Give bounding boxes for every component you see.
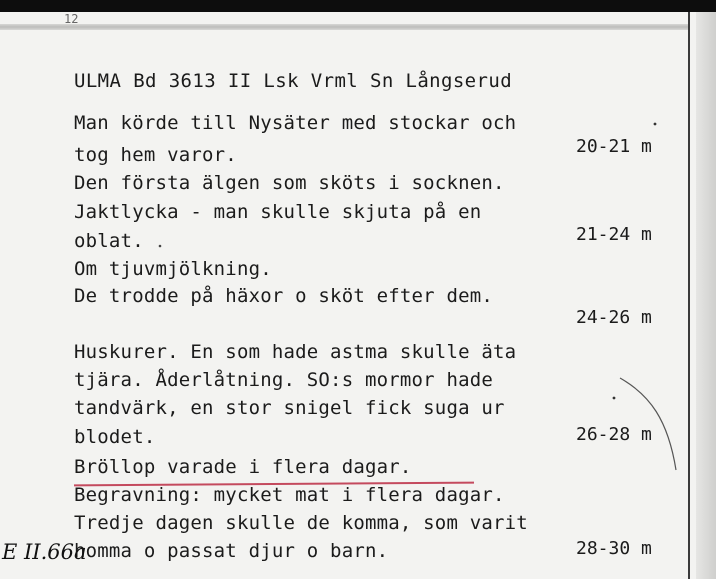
text-line: Bröllop varade i flera dagar.: [74, 456, 412, 478]
text-line: Om tjuvmjölkning.: [74, 258, 272, 280]
text-line: tandvärk, en stor snigel fick suga ur: [74, 397, 505, 419]
text-line: Begravning: mycket mat i flera dagar.: [74, 484, 505, 506]
text-line: blodet.: [74, 426, 156, 448]
page-ref: 28-30 m: [576, 538, 652, 559]
page-ref: 24-26 m: [576, 307, 652, 328]
text-line: Den första älgen som sköts i socknen.: [74, 172, 505, 194]
corner-mark: 12: [64, 12, 79, 26]
page-ref: 26-28 m: [576, 424, 652, 445]
text-line: Tredje dagen skulle de komma, som varit: [74, 512, 528, 534]
text-line: Jaktlycka - man skulle skjuta på en: [74, 201, 482, 223]
text-line: homma o passat djur o barn.: [74, 540, 389, 562]
text-line: tjära. Åderlåtning. SO:s mormor hade: [74, 369, 494, 391]
text-line: Man körde till Nysäter med stockar och: [74, 112, 517, 134]
text-line: oblat.: [74, 230, 144, 252]
page-ref: 21-24 m: [576, 224, 652, 245]
text-line: De trodde på häxor o sköt efter dem.: [74, 285, 494, 307]
page-ref: 20-21 m: [576, 136, 652, 157]
text-line: tog hem varor.: [74, 144, 237, 166]
handwritten-side-note: E II.66a: [2, 540, 87, 564]
card-header: ULMA Bd 3613 II Lsk Vrml Sn Långserud: [74, 70, 513, 92]
text-line: Huskurer. En som hade astma skulle äta: [74, 341, 517, 363]
